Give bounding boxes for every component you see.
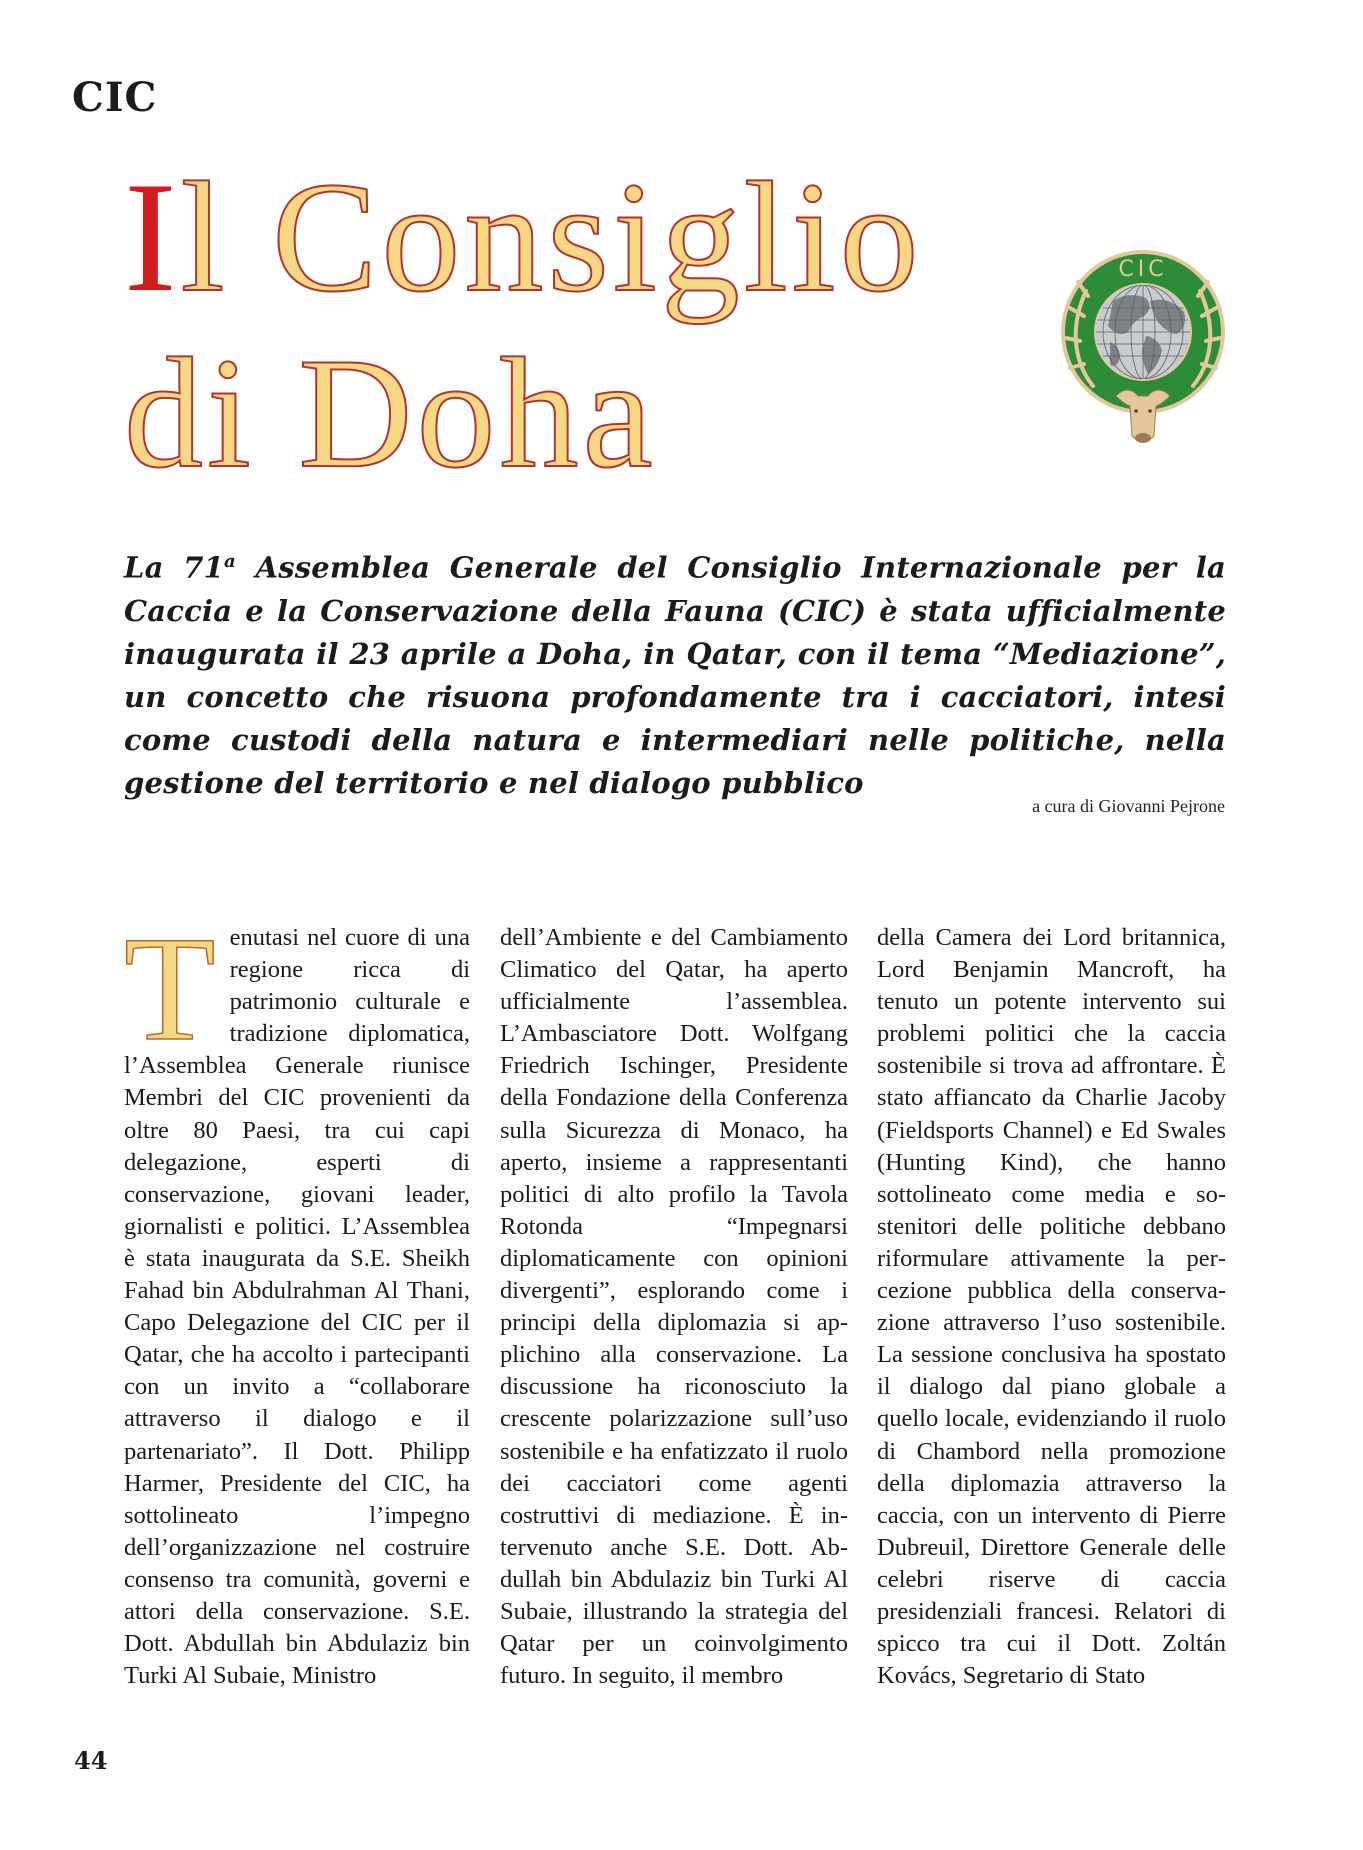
column-1-text: enutasi nel cuore di una regione ricca di patrimonio culturale e tradizione diplomatica, l’Assemblea Generale riunisce Membri del CIC provenienti da oltre 80 Paesi, tra cui capi delegazione, esperti di conservazione, giovani leader, giornalisti e politici. L’Assemblea è stata inaugurata da S.E. Sheikh Fahad bin Abdulrahman Al Thani, Capo Delegazione del CIC per il Qatar, che ha accolto i partecipanti con un invito a “collaborare attraverso il dialogo e il partenariato”. Il Dott. Philipp Harmer, Presidente del CIC, ha sottolineato l’impegno dell’organizzazione nel costruire consenso tra comunità, governi e attori della conservazione. S.E. Dott. Abdullah bin Abdulaziz bin Turki Al Subaie, Ministro [124,924,470,1690]
lede-text: Assemblea Generale del Consiglio Internazionale per la Caccia e la Conservazione della Fauna (CIC) è stata ufficialmente inaugurata il 23 aprile a Doha, in Qatar, con il tema “Mediazione”, un concetto che risuona profondamente tra i cacciatori, intesi come custodi della natura e intermediari nelle politiche, nella gestione del territorio e nel dialogo pubblico [124,550,1227,800]
body-column-3 [877,922,1226,1692]
page-number: 44 [74,1746,108,1775]
byline: a cura di Giovanni Pejrone [1032,796,1225,816]
cic-logo [1058,246,1228,451]
deer-head-icon [1116,390,1170,443]
body-column-2 [500,922,848,1692]
title-line-1-rest: l Consiglio [180,150,923,325]
title-line-2: di Doha [124,326,657,501]
body-column-1 [124,906,470,1692]
title-initial-letter: I [124,150,181,325]
column-2-text: dell’Ambiente e del Cambiamento Climatico del Qatar, ha aperto ufficialmente l’assemblea. L’Ambasciatore Dott. Wolfgang Friedrich Ischinger, Presidente della Fondazione della Conferenza sulla Sicurezza di Monaco, ha aperto, insieme a rappresentanti politici di alto profilo la Tavola Rotonda “Impegnarsi diplomaticamente con opinioni divergenti”, esplorando come i principi della diplomazia si applichino alla conservazione. La discussione ha riconosciuto la crescente polarizzazione sull’uso sostenibile e ha enfatizzato il ruolo dei cacciatori come agenti costruttivi di mediazione. È intervenuto anche S.E. Dott. Abdullah bin Abdulaziz bin Turki Al Subaie, illustrando la strategia del Qatar per un coinvolgimento futuro. In seguito, il membro [500,924,848,1690]
article-title [124,150,923,502]
section-label: CIC [72,74,158,121]
column-3-text: della Camera dei Lord britannica, Lord Benjamin Mancroft, ha tenuto un potente intervento sui problemi politici che la caccia sostenibile si trova ad affrontare. È stato affiancato da Charlie Jacoby (Fieldsports Channel) e Ed Swales (Hunting Kind), che hanno sottolineato come media e sostenitori delle politiche debbano riformulare attivamente la percezione pubblica della conservazione attraverso l’uso sostenibile. La sessione conclusiva ha spostato il dialogo dal piano globale a quello locale, evidenziando il ruolo di Chambord nella promozione della diplomazia attraverso la caccia, con un intervento di Pierre Dubreuil, Direttore Generale delle celebri riserve di caccia presidenziali francesi. Relatori di spicco tra cui il Dott. Zoltán Kovács, Segretario di Stato [877,924,1226,1690]
drop-cap: T [124,906,216,1072]
emblem-text: CIC [1118,257,1168,282]
article-lede [124,540,1226,805]
lede-superscript: a [224,551,236,572]
title-line-1 [124,150,923,326]
lede-prefix: La 71 [124,550,224,585]
cic-emblem-icon [1058,246,1228,451]
